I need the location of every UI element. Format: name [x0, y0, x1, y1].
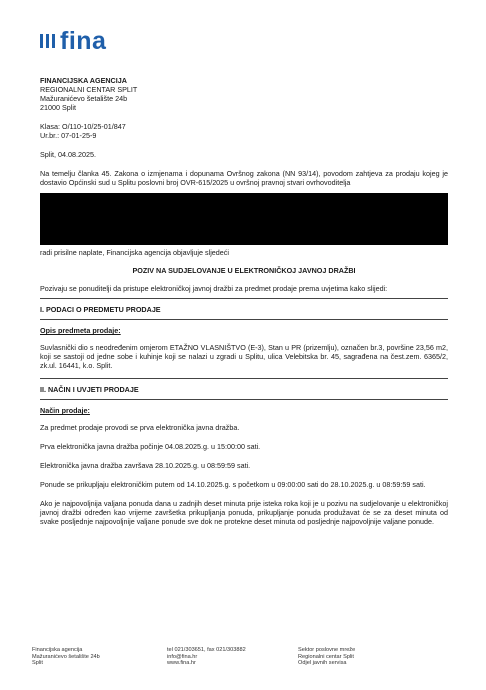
fina-logo-bars-icon: [40, 34, 55, 48]
fina-logo-text: fina: [60, 27, 107, 55]
footer-email[interactable]: info@fina.hr: [167, 653, 198, 660]
invite-paragraph: Pozivaju se ponuditelji da pristupe elektroničkoj javnoj dražbi za predmet prodaje prema uvjetima kako slijedi:: [40, 284, 388, 293]
redacted-block: [40, 193, 448, 245]
section2-p1: Za predmet prodaje provodi se prva elektronička javna dražba.: [40, 423, 240, 432]
intro-paragraph: Na temelju članka 45. Zakona o izmjenama i dopunama Ovršnog zakona (NN 93/14), povodom zahtjeva za prodaju kojeg je dostavio Općinski sud u Splitu poslovni broj OVR-615/2025 u ovršnoj pravnoj stvari ovrhovoditelja: [40, 169, 448, 187]
reference-numbers: [40, 122, 448, 140]
after-redaction-text: radi prisilne naplate, Financijska agencija objavljuje sljedeći: [40, 248, 229, 257]
letter-body: [40, 76, 448, 526]
section2-p2: Prva elektronička javna dražba počinje 04.08.2025.g. u 15:00:00 sati.: [40, 442, 261, 451]
section1-heading: I. PODACI O PREDMETU PRODAJE: [40, 305, 161, 314]
footer-line: Regionalni centar Split: [298, 653, 354, 660]
footer-line: Sektor poslovne mreže: [298, 647, 356, 653]
section2-p3: Elektronička javna dražba završava 28.10.2025.g. u 08:59:59 sati.: [40, 461, 251, 470]
footer-line: Split: [32, 660, 43, 667]
footer-col-address: [32, 647, 100, 667]
footer-line: Financijska agencija: [32, 647, 83, 653]
section1-subheading: Opis predmeta prodaje:: [40, 326, 121, 335]
section2-p5: Ako je najpovoljnija valjana ponuda dana u zadnjih deset minuta prije isteka roka koji je u pozivu na sudjelovanje u elektroničkoj javnoj dražbi određen kao vrijeme završetka prikupljanja ponuda, prikupljanje ponuda produžavat će se za deset minuta od svake posljednje najpovoljnije valjane ponude sve dok ne protekne deset minuta od posljednje najpovoljnije valjane ponude.: [40, 499, 448, 526]
document-title: POZIV NA SUDJELOVANJE U ELEKTRONIČKOJ JAVNOJ DRAŽBI: [132, 266, 356, 275]
section2-p4: Ponude se prikupljaju elektroničkim putem od 14.10.2025.g. s početkom u 09:00:00 sati do 28.10.2025.g. u 08:59:59 sati.: [40, 480, 426, 489]
footer-line: Mažuranićevo šetalište 24b: [32, 653, 100, 660]
fina-logo: [40, 28, 106, 54]
section1-text: Suvlasnički dio s neodređenim omjerom ETAŽNO VLASNIŠTVO (E-3), Stan u PR (prizemlju), označen br.3, površine 23,56 m2, koji se sastoji od jedne sobe i kuhinje koji se nalazi u zgradi u Splitu, ulica Velebitska br. 45, sagrađena na čest.zem. 6365/2, zk.ul. 16441, k.o. Split.: [40, 343, 448, 370]
sender-org: FINANCIJSKA AGENCIJA: [40, 76, 127, 85]
section2-subheading: Način prodaje:: [40, 406, 90, 415]
footer-col-department: [298, 647, 355, 667]
section2-heading: II. NAČIN I UVJETI PRODAJE: [40, 385, 139, 394]
divider: [40, 378, 448, 379]
divider: [40, 399, 448, 400]
footer-line: tel 021/303651, fax 021/303882: [167, 647, 246, 653]
divider: [40, 298, 448, 299]
footer-line: Odjel javnih servisa: [298, 660, 347, 667]
sender-city: 21000 Split: [40, 103, 76, 112]
sender-address: [40, 76, 448, 112]
document-date: Split, 04.08.2025.: [40, 150, 96, 159]
sender-unit: REGIONALNI CENTAR SPLIT: [40, 85, 138, 94]
sender-street: Mažuranićevo šetalište 24b: [40, 94, 128, 103]
klasa: Klasa: O/110-10/25-01/847: [40, 122, 126, 131]
footer-website[interactable]: www.fina.hr: [167, 660, 196, 667]
footer-col-contact: [167, 647, 246, 667]
divider: [40, 319, 448, 320]
urbroj: Ur.br.: 07-01-25-9: [40, 131, 97, 140]
